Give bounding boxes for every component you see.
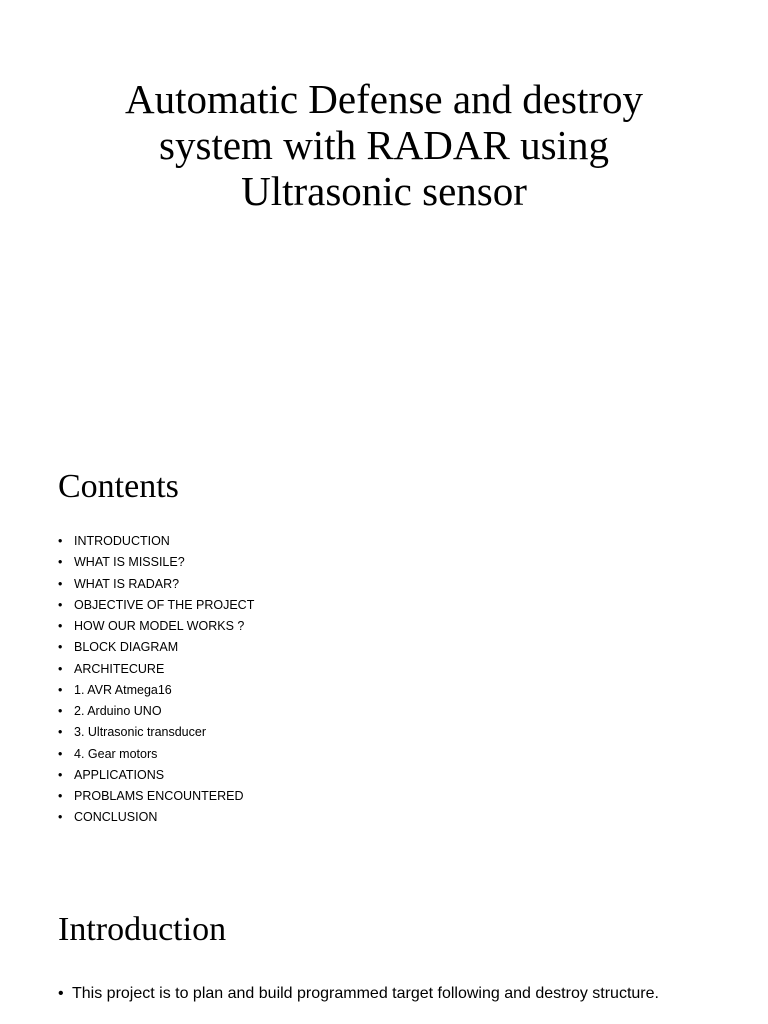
bullet-icon: •	[58, 576, 63, 591]
bullet-icon: •	[58, 555, 63, 570]
list-item-label: WHAT IS MISSILE?	[74, 555, 185, 570]
bullet-icon: •	[58, 597, 63, 612]
bullet-icon: •	[58, 746, 63, 761]
list-item	[58, 637, 254, 658]
list-item-label: WHAT IS RADAR?	[74, 576, 180, 591]
list-item	[58, 552, 254, 573]
list-item-label: 1. AVR Atmega16	[74, 682, 172, 697]
list-item-label: PROBLAMS ENCOUNTERED	[74, 789, 244, 803]
bullet-icon: •	[58, 534, 63, 548]
list-item-label: ARCHITECURE	[74, 661, 165, 676]
list-item-label: APPLICATIONS	[74, 767, 165, 782]
list-item	[58, 616, 254, 637]
list-item-label: OBJECTIVE OF THE PROJECT	[74, 597, 255, 612]
list-item	[58, 680, 254, 701]
title-line: Ultrasonic sensor	[241, 168, 527, 214]
bullet-icon: •	[58, 640, 63, 655]
list-item	[58, 701, 254, 722]
list-item	[58, 595, 254, 616]
list-item	[58, 659, 254, 680]
list-item-label: HOW OUR MODEL WORKS ?	[74, 619, 245, 633]
contents-heading: Contents	[58, 468, 179, 505]
list-item	[58, 807, 254, 828]
list-item-label: CONCLUSION	[74, 810, 158, 825]
list-item-label: 3. Ultrasonic transducer	[74, 725, 207, 740]
list-item	[58, 722, 254, 743]
list-item	[58, 574, 254, 595]
bullet-icon: •	[58, 704, 63, 718]
bullet-icon: •	[58, 725, 63, 740]
list-item	[58, 786, 254, 807]
introduction-heading: Introduction	[58, 911, 227, 948]
list-item	[58, 744, 254, 765]
title-line: Automatic Defense and destroy	[124, 76, 644, 122]
list-item-label: INTRODUCTION	[74, 534, 170, 548]
bullet-icon: •	[58, 810, 63, 825]
contents-list	[58, 531, 254, 829]
list-item	[58, 531, 254, 552]
list-item-label: 2. Arduino UNO	[74, 704, 162, 718]
bullet-icon: •	[58, 661, 63, 676]
bullet-icon: •	[58, 985, 64, 1002]
slide-title	[60, 76, 708, 214]
introduction-text: This project is to plan and build programmed target following and destroy structure.	[72, 985, 659, 1002]
list-item-label: BLOCK DIAGRAM	[74, 640, 179, 655]
bullet-icon: •	[58, 619, 63, 633]
bullet-icon: •	[58, 682, 63, 697]
bullet-icon: •	[58, 789, 63, 803]
list-item-label: 4. Gear motors	[74, 746, 158, 761]
introduction-bullet	[58, 983, 692, 1004]
title-line: system with RADAR using	[159, 122, 609, 168]
list-item	[58, 765, 254, 786]
bullet-icon: •	[58, 767, 63, 782]
